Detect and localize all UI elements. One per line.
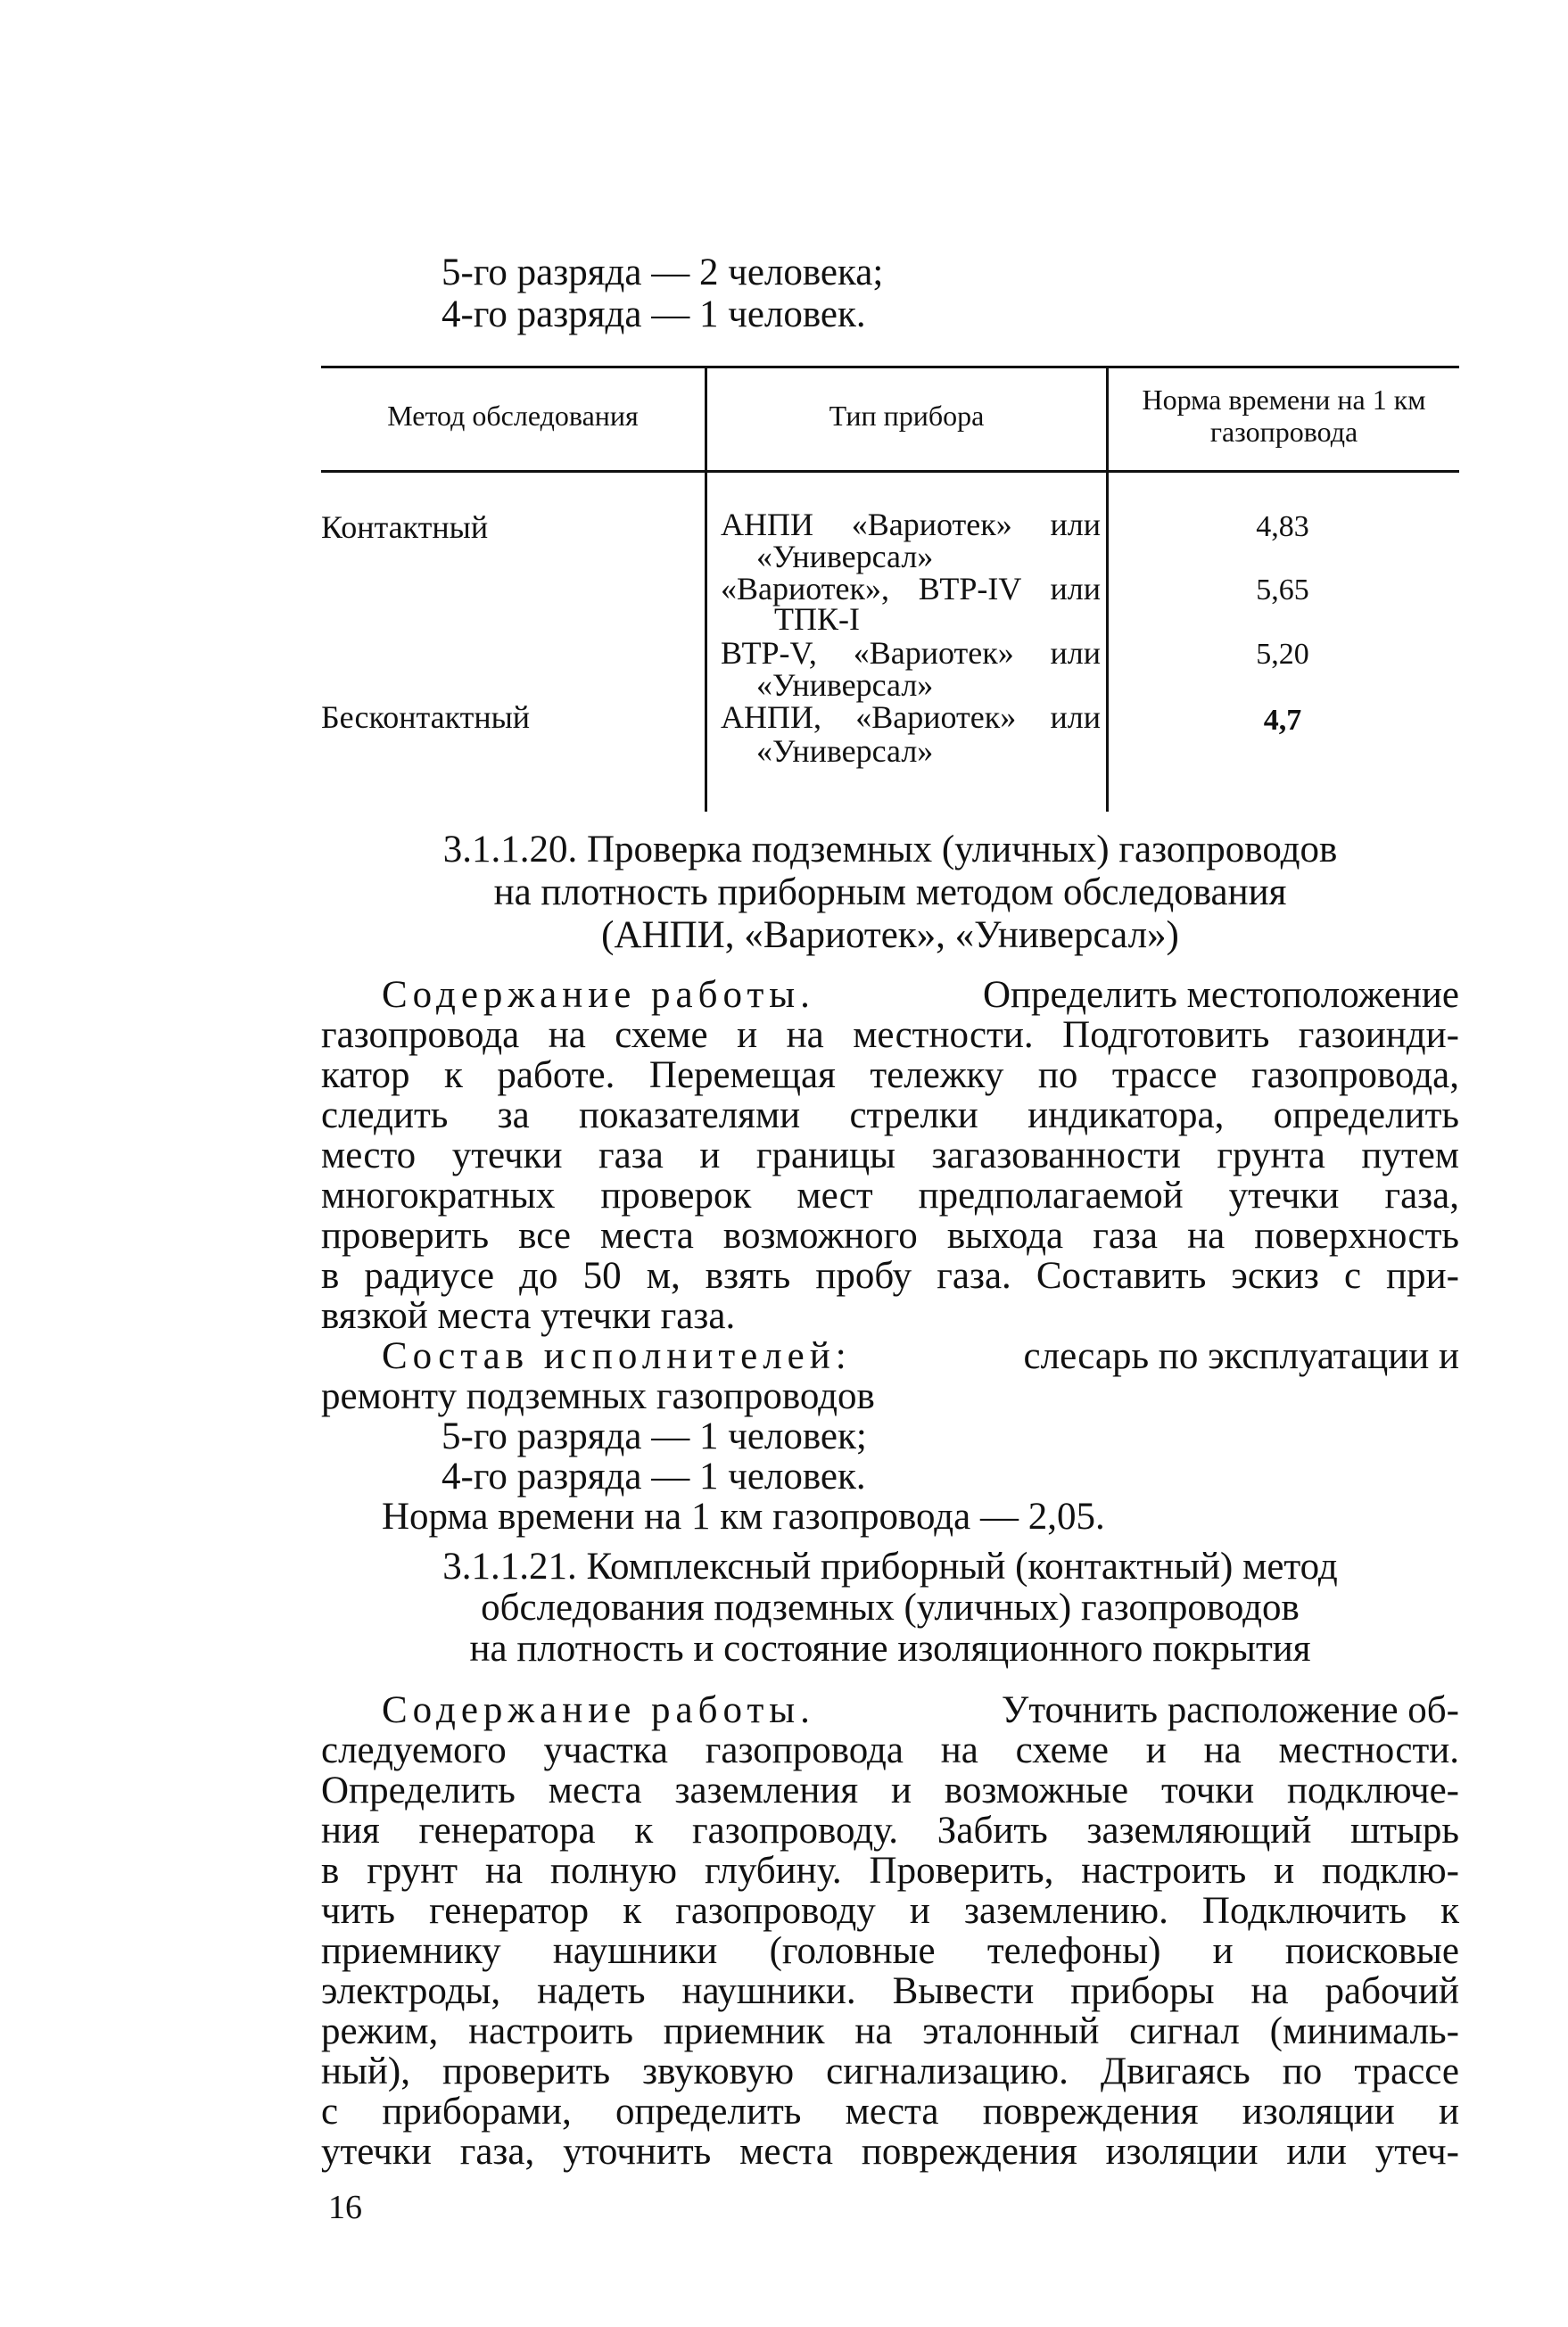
- section-20-staff-line-1: слесарь по эксплуатации и: [1023, 1335, 1459, 1377]
- section-20-content-line-8: в радиусе до 50 м, взять пробу газа. Составить эскиз с при-: [321, 1255, 1459, 1297]
- section-20-content-line-1: Определить местоположение: [982, 974, 1459, 1016]
- intro-line-2: 4-го разряда — 1 человек.: [442, 293, 866, 335]
- section-20-content-line-5: место утечки газа и границы загазованности грунта путем: [321, 1135, 1459, 1176]
- device-row-2-line-1: «Вариотек», ВТР-IV или: [721, 571, 1101, 607]
- section-21-content-line-7: приемнику наушники (головные телефоны) и поисковые: [321, 1930, 1459, 1972]
- section-21-heading-line-2: обследования подземных (уличных) газопроводов: [481, 1587, 1300, 1629]
- device-row-3-line-2: «Универсал»: [756, 667, 934, 703]
- section-20-content-line-4: следить за показателями стрелки индикатора, определить: [321, 1094, 1459, 1136]
- table-method-noncontact: Бесконтактный: [321, 699, 531, 735]
- section-21-content-line-1: Уточнить расположение об-: [1001, 1689, 1459, 1731]
- intro-line-1: 5-го разряда — 2 человека;: [442, 252, 884, 293]
- section-20-staff-line-2: ремонту подземных газопроводов: [321, 1375, 875, 1417]
- page-number: 16: [328, 2189, 362, 2226]
- section-20-content-line-3: катор к работе. Перемещая тележку по трассе газопровода,: [321, 1054, 1459, 1096]
- section-21-content-line-12: утечки газа, уточнить места повреждения изоляции или утеч-: [321, 2131, 1459, 2173]
- section-20-norm: Норма времени на 1 км газопровода — 2,05.: [382, 1496, 1105, 1538]
- table-method-contact: Контактный: [321, 509, 489, 545]
- table-device-row-3: [721, 637, 1101, 669]
- table-norm-row-1: 4,83: [1256, 510, 1309, 543]
- table-col-divider-1: [705, 366, 707, 812]
- section-21-content-line-6: чить генератор к газопроводу и заземлению. Подключить к: [321, 1890, 1459, 1932]
- section-20-heading-line-3: (АНПИ, «Вариотек», «Универсал»): [601, 914, 1179, 956]
- norms-table: [321, 366, 1459, 821]
- table-header-norm: Норма времени на 1 км газопровода: [1142, 384, 1426, 448]
- section-20-heading-line-2: на плотность приборным методом обследования: [493, 871, 1287, 913]
- section-21-content-line-9: режим, настроить приемник на эталонный сигнал (минималь-: [321, 2010, 1459, 2052]
- table-header-method: Метод обследования: [387, 400, 639, 432]
- table-device-row-4: [721, 701, 1101, 733]
- section-20-staff-label: Состав исполнителей:: [382, 1335, 852, 1377]
- section-20-staff-line-3: 5-го разряда — 1 человек;: [442, 1415, 867, 1457]
- section-21-content-line-10: ный), проверить звуковую сигнализацию. Двигаясь по трассе: [321, 2051, 1459, 2092]
- section-21-content-line-2: следуемого участка газопровода на схеме и на местности.: [321, 1729, 1459, 1771]
- table-norm-row-3: 5,20: [1256, 638, 1309, 671]
- device-row-4-line-2: «Универсал»: [756, 733, 934, 769]
- section-20-content-label: Содержание работы.: [382, 974, 815, 1016]
- device-row-4-line-1: АНПИ, «Вариотек» или: [721, 699, 1101, 735]
- section-21-content-line-11: с приборами, определить места повреждения изоляции и: [321, 2091, 1459, 2133]
- table-top-rule: [321, 366, 1459, 368]
- section-20-content-line-6: многократных проверок мест предполагаемой утечки газа,: [321, 1175, 1459, 1217]
- device-row-3-line-1: ВТР-V, «Вариотек» или: [721, 635, 1101, 671]
- section-20-content-line-2: газопровода на схеме и на местности. Подготовить газоинди-: [321, 1014, 1459, 1056]
- section-20-heading-line-1: 3.1.1.20. Проверка подземных (уличных) газопроводов: [442, 829, 1338, 871]
- section-20-content-line-9: вязкой места утечки газа.: [321, 1295, 736, 1337]
- section-20-staff-line-4: 4-го разряда — 1 человек.: [442, 1456, 866, 1498]
- section-21-heading-line-3: на плотность и состояние изоляционного покрытия: [469, 1628, 1311, 1670]
- table-norm-row-2: 5,65: [1256, 573, 1309, 607]
- table-header-device: Тип прибора: [829, 400, 985, 432]
- section-21-heading-line-1: 3.1.1.21. Комплексный приборный (контактный) метод: [442, 1546, 1338, 1588]
- section-21-content-line-3: Определить места заземления и возможные точки подключе-: [321, 1770, 1459, 1811]
- device-row-1-line-2: «Универсал»: [756, 539, 934, 574]
- section-21-content-line-4: ния генератора к газопроводу. Забить заземляющий штырь: [321, 1810, 1459, 1852]
- table-device-row-2: [721, 573, 1101, 605]
- section-21-content-line-5: в грунт на полную глубину. Проверить, настроить и подклю-: [321, 1850, 1459, 1892]
- section-21-content-label: Содержание работы.: [382, 1689, 815, 1731]
- table-norm-row-4: 4,7: [1263, 704, 1302, 737]
- section-20-staff-first-line: [382, 1336, 1459, 1377]
- section-21-content-line-8: электроды, надеть наушники. Вывести приборы на рабочий: [321, 1970, 1459, 2012]
- table-device-row-1: [721, 508, 1101, 540]
- device-row-1-line-1: АНПИ «Вариотек» или: [721, 507, 1101, 542]
- section-20-content-line-7: проверить все места возможного выхода газа на поверхность: [321, 1215, 1459, 1257]
- section-20-content-first-line: [382, 975, 1459, 1016]
- device-row-2-line-2: ТПК-I: [774, 601, 860, 637]
- table-header-rule: [321, 470, 1459, 473]
- section-21-content-first-line: [382, 1690, 1459, 1731]
